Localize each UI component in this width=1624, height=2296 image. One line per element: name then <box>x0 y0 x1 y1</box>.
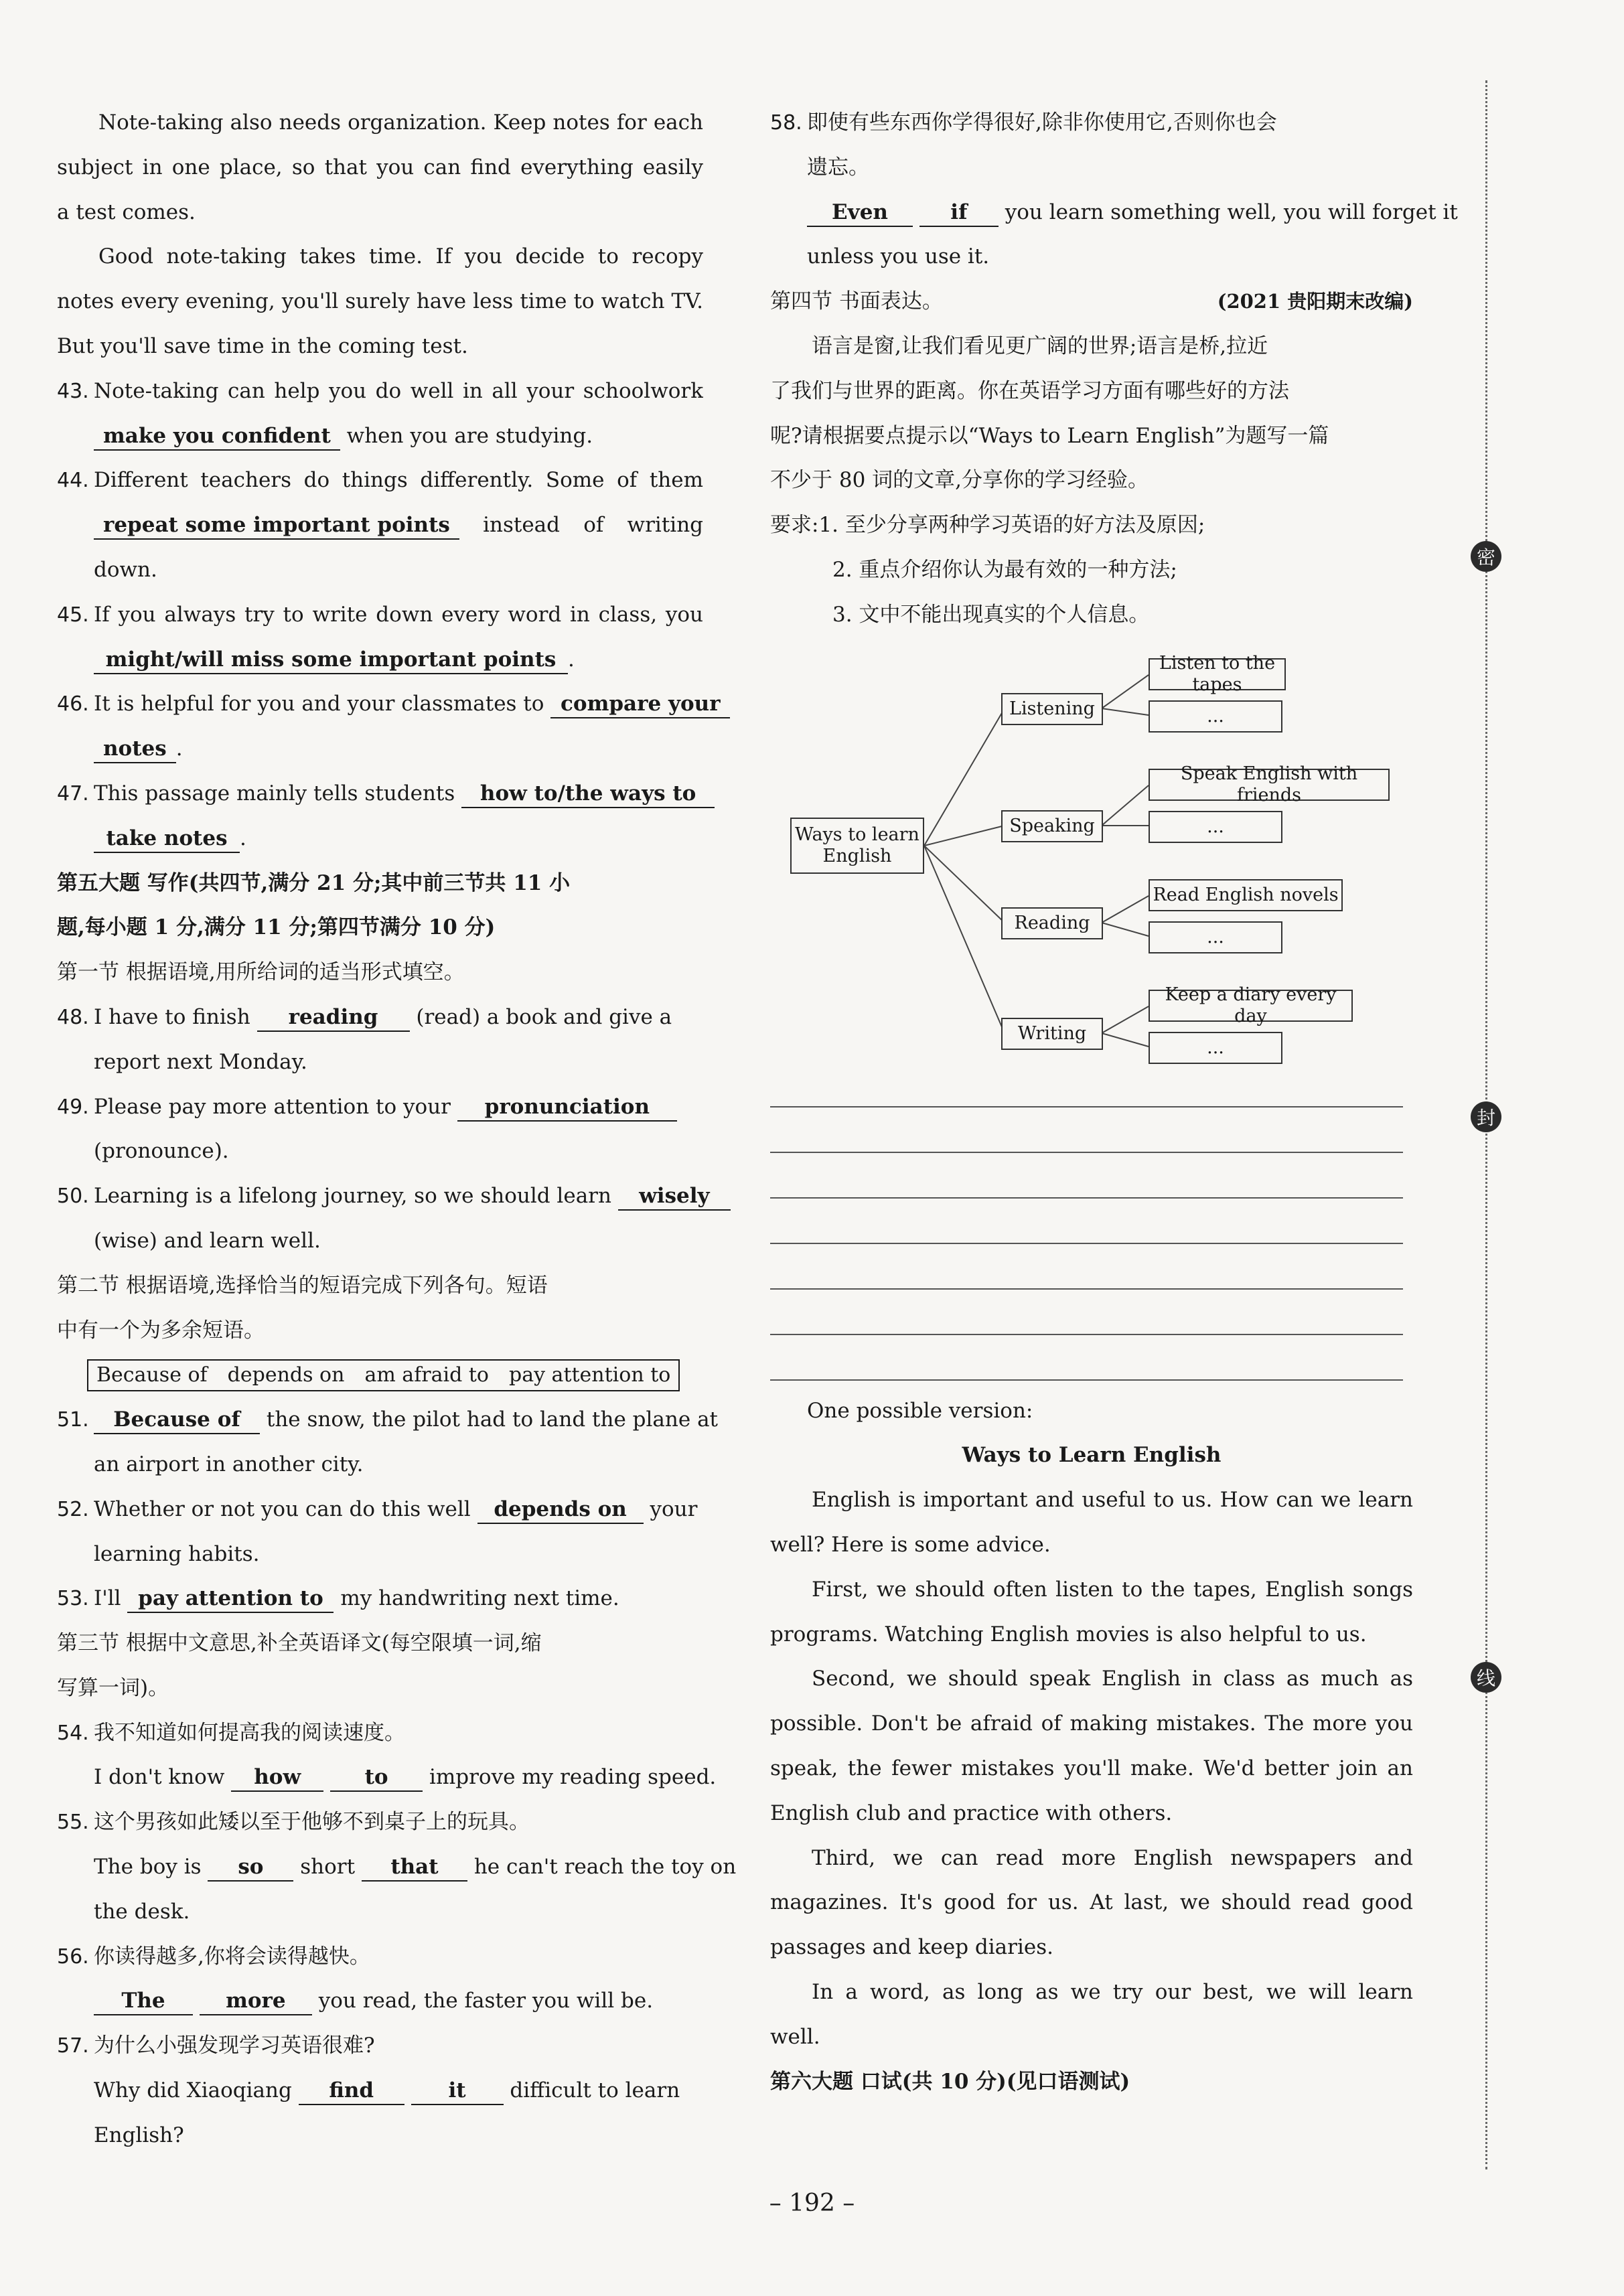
prompt-line: 了我们与世界的距离。你在英语学习方面有哪些好的方法 <box>770 378 1289 403</box>
question-text: you learn something well, you will forget it <box>1005 200 1458 224</box>
seal-feng: 封 <box>1471 1101 1501 1132</box>
essay-line: passages and keep diaries. <box>770 1935 1053 1960</box>
answer-blank[interactable]: repeat some important points <box>94 512 459 540</box>
section-instruction: 第二节 根据语境,选择恰当的短语完成下列各句。短语 <box>57 1273 548 1298</box>
mind-map <box>770 641 1413 1097</box>
question-text: I'll <box>94 1586 121 1611</box>
answer-blank[interactable]: how <box>231 1764 323 1792</box>
seal-xian: 线 <box>1471 1662 1501 1693</box>
chinese-prompt: 为什么小强发现学习英语很难? <box>94 2034 375 2058</box>
question-46 <box>57 682 721 771</box>
question-number: 51. <box>57 1408 89 1432</box>
paragraph-line: notes every evening, you'll surely have less time to watch TV. <box>57 289 703 314</box>
essay-line: First, we should often listen to the tapes, English songs <box>812 1577 1413 1602</box>
source-note: (2021 贵阳期末改编) <box>1217 290 1413 313</box>
paragraph-line: Good note-taking takes time. If you decide to recopy <box>98 244 703 269</box>
question-text: Note-taking can help you do well in all your schoolwork <box>94 378 703 403</box>
answer-blank[interactable]: might/will miss some important points <box>94 646 568 674</box>
question-number: 52. <box>57 1497 89 1521</box>
chinese-prompt: 你读得越多,你将会读得越快。 <box>94 1944 370 1969</box>
left-column <box>57 100 737 2158</box>
question-text: (read) a book and give a <box>416 1004 672 1029</box>
essay-paragraph <box>770 1567 1413 1657</box>
essay-paragraph <box>770 1970 1413 2060</box>
essay-paragraph <box>770 1657 1413 1835</box>
writing-line[interactable] <box>770 1288 1403 1290</box>
right-column <box>770 100 1458 2104</box>
question-text: (wise) and learn well. <box>94 1228 321 1253</box>
question-number: 44. <box>57 469 89 493</box>
answer-blank[interactable]: reading <box>257 1004 410 1032</box>
question-text: The boy is <box>94 1855 202 1880</box>
prompt-line: 语言是窗,让我们看见更广阔的世界;语言是桥,拉近 <box>812 333 1268 358</box>
version-label: One possible version: <box>807 1398 1033 1423</box>
question-number: 54. <box>57 1721 89 1745</box>
leaf-node: ... <box>1149 921 1282 953</box>
phrase-option: pay attention to <box>508 1363 671 1387</box>
essay-paragraph <box>770 1478 1413 1567</box>
paragraph-line: subject in one place, so that you can find everything easily <box>57 155 703 179</box>
question-text: (pronounce). <box>94 1139 229 1164</box>
answer-blank[interactable]: it <box>411 2077 504 2105</box>
prompt-line: 呢?请根据要点提示以“Ways to Learn English”为题写一篇 <box>770 423 1329 448</box>
writing-line[interactable] <box>770 1197 1403 1199</box>
question-49 <box>57 1085 703 1174</box>
question-47 <box>57 771 703 861</box>
answer-blank[interactable]: to <box>330 1764 423 1792</box>
question-text: . <box>175 737 183 761</box>
leaf-node: ... <box>1149 700 1282 733</box>
essay-line: well? Here is some advice. <box>770 1532 1051 1557</box>
answer-blank[interactable]: make you confident <box>94 423 340 451</box>
branch-reading: Reading <box>1001 907 1103 939</box>
answer-blank[interactable]: depends on <box>477 1496 644 1524</box>
paragraph-line: Note-taking also needs organization. Keep notes for each <box>98 110 703 135</box>
phrase-option: depends on <box>227 1363 345 1387</box>
question-number: 46. <box>57 692 89 716</box>
answer-blank[interactable]: if <box>919 199 999 227</box>
essay-line: well. <box>770 2024 820 2049</box>
question-43 <box>57 369 703 459</box>
essay-line: In a word, as long as we try our best, we will learn <box>812 1979 1413 2004</box>
question-number: 53. <box>57 1587 89 1611</box>
question-number: 43. <box>57 379 89 403</box>
question-number: 48. <box>57 1005 89 1029</box>
question-58 <box>770 100 1458 279</box>
writing-line[interactable] <box>770 1106 1403 1107</box>
question-text: the desk. <box>94 1899 190 1924</box>
question-number: 45. <box>57 603 89 627</box>
page-number: – 192 – <box>769 2190 855 2217</box>
question-text: Whether or not you can do this well <box>94 1497 471 1521</box>
question-text: Learning is a lifelong journey, so we should learn <box>94 1184 611 1209</box>
question-number: 56. <box>57 1944 89 1969</box>
question-54 <box>57 1711 717 1801</box>
requirement: 要求:1. 至少分享两种学习英语的好方法及原因; <box>770 513 1205 538</box>
answer-blank[interactable]: The <box>94 1987 193 2015</box>
question-text: This passage mainly tells students <box>94 781 455 806</box>
section-instruction: 写算一词)。 <box>57 1675 169 1700</box>
answer-blank[interactable]: pay attention to <box>127 1585 334 1613</box>
essay-line: magazines. It's good for us. At last, we should read good <box>770 1890 1413 1915</box>
writing-line[interactable] <box>770 1152 1403 1153</box>
question-51 <box>57 1397 719 1487</box>
branch-speaking: Speaking <box>1001 810 1103 842</box>
answer-blank[interactable]: find <box>299 2077 404 2105</box>
mind-map-root: Ways to learn English <box>790 818 924 874</box>
answer-blank[interactable]: how to/the ways to <box>461 780 715 808</box>
essay-line: speak, the fewer mistakes you'll make. We'd better join an <box>770 1756 1413 1780</box>
essay-line: English club and practice with others. <box>770 1801 1173 1825</box>
chinese-prompt: 这个男孩如此矮以至于他够不到桌子上的玩具。 <box>94 1810 530 1835</box>
chinese-prompt: 遗忘。 <box>807 155 869 179</box>
question-text: If you always try to write down every word in class, you <box>94 602 703 627</box>
requirement: 3. 文中不能出现真实的个人信息。 <box>832 602 1150 627</box>
question-45 <box>57 593 703 682</box>
seal-mi: 密 <box>1471 541 1501 572</box>
section-title: 题,每小题 1 分,满分 11 分;第四节满分 10 分) <box>57 915 496 940</box>
leaf-node: Read English novels <box>1149 879 1343 911</box>
requirement: 2. 重点介绍你认为最有效的一种方法; <box>832 557 1177 582</box>
phrase-option: am afraid to <box>364 1363 489 1387</box>
prompt-line: 不少于 80 词的文章,分享你的学习经验。 <box>770 468 1149 493</box>
essay-line: Third, we can read more English newspapers and <box>812 1845 1413 1870</box>
question-text: I don't know <box>94 1765 225 1790</box>
writing-line[interactable] <box>770 1243 1403 1244</box>
question-52 <box>57 1487 703 1577</box>
question-text: difficult to learn <box>510 2078 680 2103</box>
leaf-node: Speak English with friends <box>1149 769 1390 801</box>
essay-line: English is important and useful to us. How can we learn <box>812 1488 1413 1513</box>
writing-line[interactable] <box>770 1379 1403 1381</box>
question-57 <box>57 2023 703 2157</box>
essay-line: Second, we should speak English in class as much as <box>812 1667 1413 1691</box>
answer-blank[interactable]: that <box>362 1853 467 1882</box>
writing-line[interactable] <box>770 1334 1403 1335</box>
question-number: 58. <box>770 111 802 135</box>
question-text: an airport in another city. <box>94 1452 364 1476</box>
paragraph-line: But you'll save time in the coming test. <box>57 333 468 358</box>
question-text: instead of writing <box>483 513 703 538</box>
chinese-prompt: 即使有些东西你学得很好,除非你使用它,否则你也会 <box>807 110 1277 135</box>
essay-title: Ways to Learn English <box>962 1443 1222 1468</box>
section-title: 第四节 书面表达。 <box>770 289 943 314</box>
question-text: down. <box>94 557 157 582</box>
question-text: when you are studying. <box>346 423 593 448</box>
writing-area[interactable] <box>770 1106 1413 1381</box>
question-text: English? <box>94 2123 184 2147</box>
answer-blank[interactable]: pronunciation <box>457 1093 677 1122</box>
question-55 <box>57 1800 737 1934</box>
question-text: learning habits. <box>94 1541 260 1566</box>
question-text: improve my reading speed. <box>429 1765 717 1790</box>
question-text: . <box>568 647 575 672</box>
leaf-node: Keep a diary every day <box>1149 990 1353 1022</box>
question-53 <box>57 1576 703 1621</box>
paragraph-line: a test comes. <box>57 200 196 224</box>
answer-blank[interactable]: take notes <box>94 825 240 853</box>
branch-writing: Writing <box>1001 1018 1103 1050</box>
answer-blank[interactable]: notes <box>94 735 176 763</box>
section-instruction: 中有一个为多余短语。 <box>57 1318 265 1343</box>
essay-line: possible. Don't be afraid of making mistakes. The more you <box>770 1711 1413 1736</box>
answer-blank[interactable]: wisely <box>618 1182 731 1211</box>
question-text: It is helpful for you and your classmates to <box>94 692 544 716</box>
question-number: 47. <box>57 781 89 806</box>
section-title: 第五大题 写作(共四节,满分 21 分;其中前三节共 11 小 <box>57 870 571 895</box>
question-50 <box>57 1174 710 1264</box>
phrase-option: Because of <box>96 1363 208 1387</box>
question-number: 49. <box>57 1095 89 1119</box>
question-number: 55. <box>57 1811 89 1835</box>
section-title: 第六大题 口试(共 10 分)(见口语测试) <box>770 2069 1130 2094</box>
question-text: report next Monday. <box>94 1049 307 1074</box>
answer-blank[interactable]: so <box>208 1853 293 1882</box>
answer-blank[interactable]: Even <box>807 199 913 227</box>
branch-listening: Listening <box>1001 693 1103 725</box>
question-text: your <box>650 1497 698 1521</box>
answer-blank[interactable]: compare your <box>550 690 730 718</box>
phrase-box <box>87 1359 680 1391</box>
chinese-prompt: 我不知道如何提高我的阅读速度。 <box>94 1720 405 1745</box>
question-text: Different teachers do things differently. Some of them <box>94 468 703 493</box>
question-text: Why did Xiaoqiang <box>94 2078 292 2103</box>
question-number: 57. <box>57 2034 89 2058</box>
section-instruction: 第三节 根据中文意思,补全英语译文(每空限填一词,缩 <box>57 1631 542 1656</box>
question-text: unless you use it. <box>807 244 990 269</box>
question-text: I have to finish <box>94 1004 250 1029</box>
question-number: 50. <box>57 1184 89 1209</box>
question-text: he can't reach the toy on <box>473 1855 737 1880</box>
essay-paragraph <box>770 1836 1413 1970</box>
leaf-node: ... <box>1149 811 1282 843</box>
question-text: my handwriting next time. <box>340 1586 619 1611</box>
section-instruction: 第一节 根据语境,用所给词的适当形式填空。 <box>57 960 465 985</box>
question-text: Please pay more attention to your <box>94 1094 451 1119</box>
answer-blank[interactable]: Because of <box>94 1406 260 1434</box>
essay-line: programs. Watching English movies is also helpful to us. <box>770 1622 1367 1647</box>
leaf-node: Listen to the tapes <box>1149 658 1286 690</box>
question-48 <box>57 995 703 1085</box>
question-text: . <box>240 826 246 850</box>
question-44 <box>57 458 703 592</box>
answer-blank[interactable]: more <box>200 1987 312 2015</box>
question-text: short <box>300 1855 356 1880</box>
question-text: you read, the faster you will be. <box>318 1989 654 2013</box>
question-text: the snow, the pilot had to land the plane at <box>266 1407 719 1432</box>
question-56 <box>57 1934 703 2024</box>
leaf-node: ... <box>1149 1032 1282 1064</box>
